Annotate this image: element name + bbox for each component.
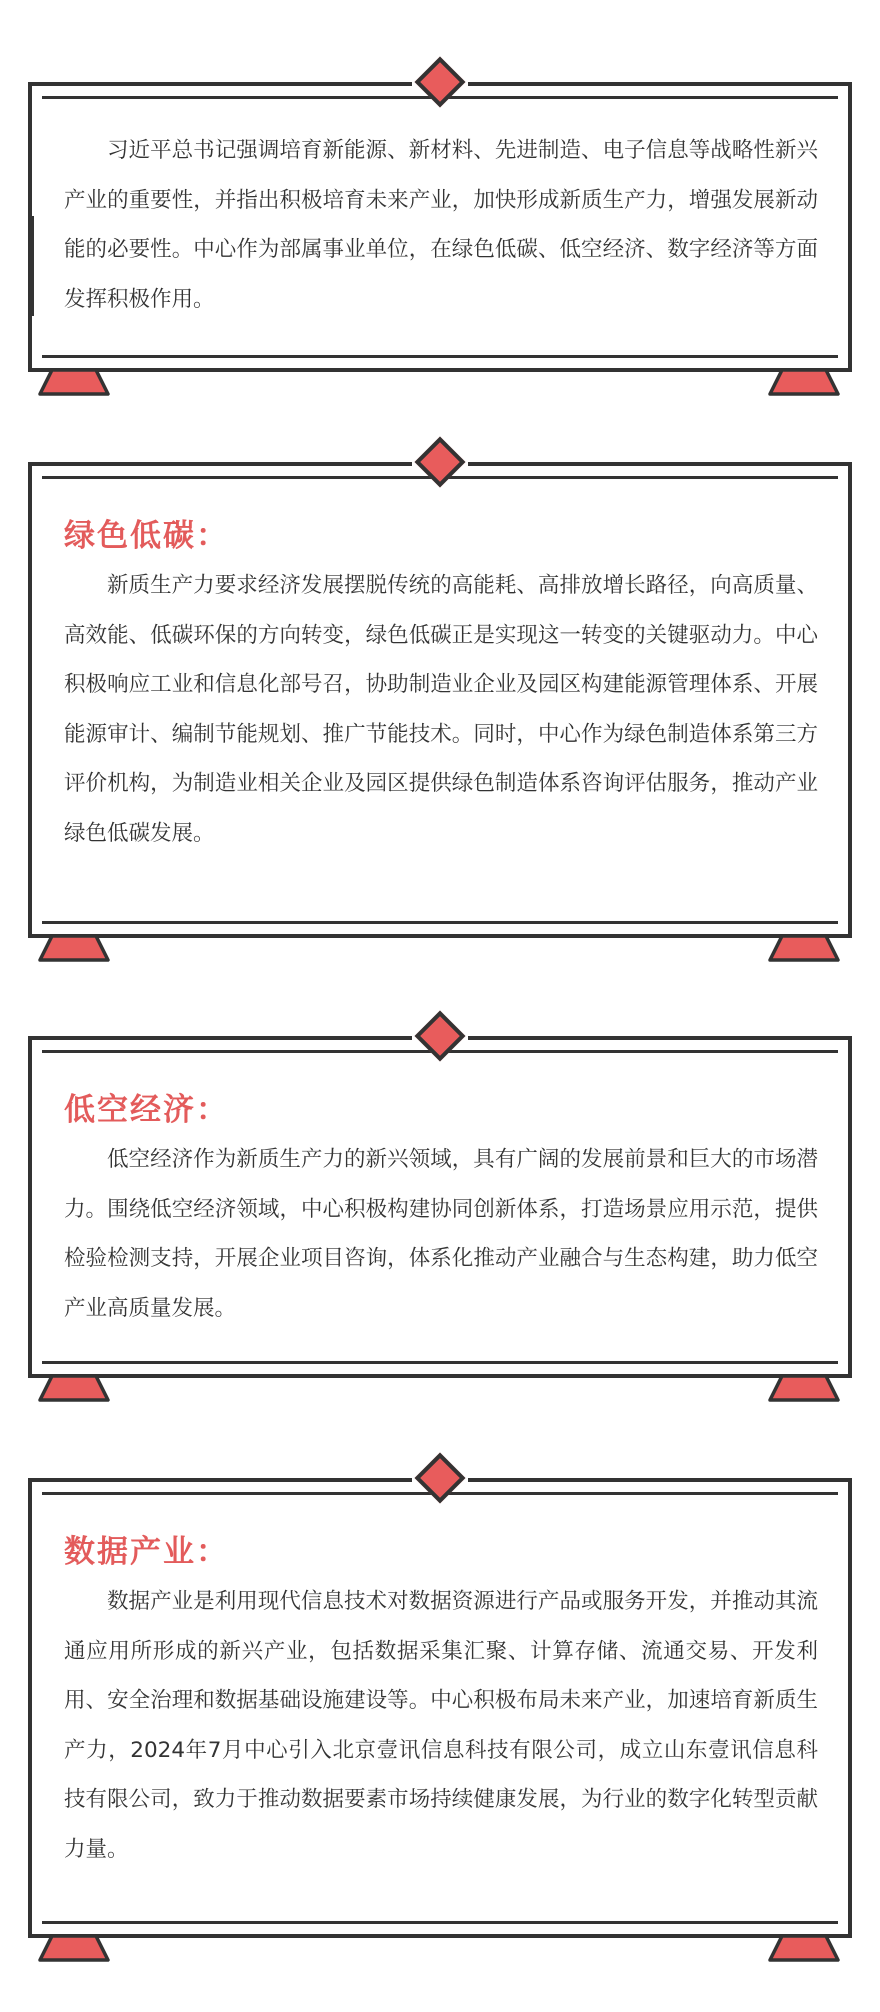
right-foot-ornament	[768, 1374, 840, 1402]
low-altitude-economy-paragraph: 低空经济作为新质生产力的新兴领域，具有广阔的发展前景和巨大的市场潜力。围绕低空经济领域，中心积极构建协同创新体系，打造场景应用示范，提供检验检测支持，开展企业项目咨询，体系化推动产业融合与生态构建，助力低空产业高质量发展。	[64, 1147, 818, 1321]
low-altitude-economy-card	[28, 1036, 852, 1378]
section-heading-data-industry: 数据产业：	[64, 1534, 229, 1570]
card-bottom-rule	[42, 1921, 838, 1924]
green-low-carbon-card	[28, 462, 852, 938]
intro-paragraph: 习近平总书记强调培育新能源、新材料、先进制造、电子信息等战略性新兴产业的重要性，并指出积极培育未来产业，加快形成新质生产力，增强发展新动能的必要性。中心作为部属事业单位，在绿色低碳、低空经济、数字经济等方面发挥积极作用。	[64, 138, 818, 312]
intro-card	[28, 82, 852, 372]
left-foot-ornament	[38, 1934, 110, 1962]
data-industry-card	[28, 1478, 852, 1938]
left-foot-ornament	[38, 934, 110, 962]
right-foot-ornament	[768, 368, 840, 396]
left-foot-ornament	[38, 1374, 110, 1402]
section-heading-low-altitude-economy: 低空经济：	[64, 1092, 229, 1128]
green-low-carbon-paragraph: 新质生产力要求经济发展摆脱传统的高能耗、高排放增长路径，向高质量、高效能、低碳环保的方向转变，绿色低碳正是实现这一转变的关键驱动力。中心积极响应工业和信息化部号召，协助制造业企业及园区构建能源管理体系、开展能源审计、编制节能规划、推广节能技术。同时，中心作为绿色制造体系第三方评价机构，为制造业相关企业及园区提供绿色制造体系咨询评估服务，推动产业绿色低碳发展。	[64, 573, 818, 846]
card-side-mark	[32, 216, 34, 316]
right-foot-ornament	[768, 1934, 840, 1962]
data-industry-paragraph: 数据产业是利用现代信息技术对数据资源进行产品或服务开发，并推动其流通应用所形成的新兴产业，包括数据采集汇聚、计算存储、流通交易、开发利用、安全治理和数据基础设施建设等。中心积极布局未来产业，加速培育新质生产力，2024年7月中心引入北京壹讯信息科技有限公司，成立山东壹讯信息科技有限公司，致力于推动数据要素市场持续健康发展，为行业的数字化转型贡献力量。	[64, 1589, 818, 1862]
card-bottom-rule	[42, 355, 838, 358]
left-foot-ornament	[38, 368, 110, 396]
section-heading-green-low-carbon: 绿色低碳：	[64, 518, 229, 554]
right-foot-ornament	[768, 934, 840, 962]
card-bottom-rule	[42, 1361, 838, 1364]
card-bottom-rule	[42, 921, 838, 924]
